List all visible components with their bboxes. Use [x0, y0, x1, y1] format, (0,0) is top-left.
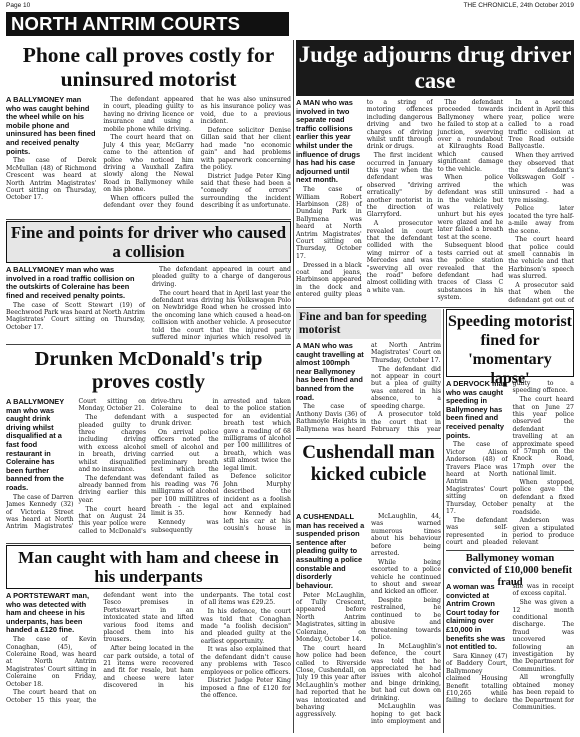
story-paragraph: The defendant proceeded towards Ballymoney where he failed to stop at a junction, swerving over a roundabout at Kilraughts Road which caused significant damage to the vehicle. — [437, 99, 504, 173]
story-lead: A BALLYMONEY man who was caught drink driving whilst disqualified at a fast food restaurant in Coleraine has been further banned from the roads. — [6, 397, 65, 492]
story-body — [296, 342, 441, 437]
story-divider — [6, 344, 291, 345]
headline: Speeding motorist fined for 'momentary lapse' — [446, 309, 574, 377]
story-paragraph: After being located in the car park outside, a total of 21 items were recovered and fit for resale, but ham and cheese were later discovered in his underpants. The total cost of all items was £29.25. — [103, 592, 291, 690]
story-body — [6, 592, 291, 730]
story-paragraph: The court heard that in April last year the defendant was driving his Volkswagen Polo on Newbridge Road when he crossed into the oncoming lane which caused a head-on collision with another vehicle. A prosecutor told the court that the injured party suffered minor injuries which resolved in — [152, 289, 291, 341]
headline: Drunken McDonald's trip proves costly — [34, 348, 263, 393]
section-title: NORTH ANTRIM COURTS — [11, 13, 241, 34]
story-paragraph: Kennedy was subsequently arrested and taken to the police station for an evidential breath test which gave a reading of 68 milligrams of alcohol per 100 millilitres of breath, which was still almost twice the legal limit. — [151, 398, 291, 534]
story-lead: A woman was convicted at Antrim Crown Court today for claiming over £10,000 in benefits she was not entitled to. — [446, 582, 506, 652]
headline: Fine and points for driver who caused a collision — [6, 221, 291, 263]
story-divider — [446, 550, 574, 551]
story-divider — [6, 543, 291, 544]
story-paragraph: When stopped, police gave the defendant a fixed penalty at the roadside. — [512, 478, 574, 516]
story-body — [446, 583, 574, 731]
story-divider — [296, 307, 574, 308]
story-paragraph: The case of Scott Stewart (19) of Beechwood Park was heard at North Antrim Magistrates' Court sitting on Thursday, October 17. — [6, 301, 146, 331]
story-paragraph: Anderson was given a stipulated period to produce relevant — [512, 517, 574, 547]
story-paragraph: The court heard how police had been called to Riverside Close, Cushendall, on July 19 this year after McLaughlin's mother had reported that he was intoxicated and behaving aggressively. — [296, 644, 366, 719]
story-judge-adjourns — [296, 40, 574, 306]
story-paragraph: McLaughlin was hoping to get back into employment and — [371, 703, 441, 726]
headline: Man caught with ham and cheese in his underpants — [6, 545, 291, 589]
story-paragraph: The case of Anthony Davis (36) of Rathmoyle Heights in Ballymena was heard at North Antrim Magistrates' Court on Thursday, October 17. — [296, 342, 441, 433]
story-paragraph: The court heard that on October 15 this year, the defendant went into the Tesco premises in Portstewart in an intoxicated state and lifted various food items and placed them into his trousers. — [6, 592, 194, 704]
story-paragraph: The court heard that on August 24 this year police were called to McDonald's drive-thru in Coleraine to deal with a suspected drunk driver. — [78, 398, 219, 535]
story-paragraph: While being escorted to a police vehicle he continued to shout and swear and kicked an officer. — [371, 558, 441, 596]
story-paragraph: The defendant appeared in court and pleaded guilty to a charge of dangerous driving. — [152, 266, 291, 288]
section-banner — [6, 12, 289, 36]
story-paragraph: In McLaughlin's defence, the court was told that he appreciated he had issues with alcohol and binge drinking, but had cut down on drinking. — [371, 642, 441, 702]
story-lead: A BALLYMONEY man who was involved in a road traffic collision on the outskirts of Coleraine has been fined and received penalty points. — [6, 265, 135, 300]
story-divider — [6, 219, 291, 220]
story-paragraph: Defence solicitor John Murphy described the incident as a foolish act and explained how Kennedy had left his car at his cousin's house in — [223, 473, 291, 533]
story-paragraph: District Judge Peter King imposed a fine of £120 for the offence. — [200, 677, 291, 700]
story-paragraph: Sara Kinney (47) of Baddery Court, Ballymoney claimed Housing Benefit totalling £10,265 while failing to declare she was in receipt of excess capital. — [446, 583, 574, 705]
story-lead: A MAN who was involved in two separate road traffic collisions earlier this year whilst under the influence of drugs has had his case adjourned until next month. — [296, 98, 361, 185]
story-paragraph: Peter McLaughlin, of Tully Crescent, appeared before North Antrim Magistrates, sitting in Coleraine, on Monday, October 14. — [296, 591, 366, 644]
story-paragraph: McLaughlin, 44, was warned numerous times about his behaviour before being arrested. — [371, 513, 441, 558]
story-fine-and-ban — [296, 309, 441, 437]
story-paragraph: When police arrived the defendant was still in the vehicle but was relatively unhurt but his eyes were glazed and he later failed a breath test at the scene. — [437, 174, 504, 241]
page-header — [6, 1, 574, 10]
story-body — [296, 513, 441, 731]
story-paragraph: The defendant was already banned from driving earlier this year. — [78, 474, 146, 504]
headline: Phone call proves costly for uninsured motorist — [22, 43, 275, 91]
story-paragraph: The defendant did not appear in court but a plea of guilty was entered in his absence, to a speeding charge. — [371, 365, 441, 410]
story-paragraph: The case of Kevin Conaghan, (45), of Coleraine Road, was heard at North Antrim Magistrates' Court sitting in Coleraine on Friday, October 18. — [6, 636, 97, 688]
story-paragraph: The case of William Robert Harbinson (28) of Dundaig Park in Ballymena was heard at North Antrim Magistrates' Court sitting on Thursday, October 17. — [296, 186, 362, 260]
story-paragraph: A prosecutor told the court that in February this year — [371, 411, 441, 434]
story-paragraph: District Judge Peter King said that these had been a "comedy of errors" surrounding the incident describing it as unfortunate. — [200, 172, 291, 210]
story-paragraph: Defence solicitor Denise Gillan said that her client had made "no economic gain" and had problems with paperwork concerning the policy. — [200, 126, 291, 171]
headline: Ballymoney woman convicted of £10,000 benefit fraud — [447, 553, 573, 588]
column-divider — [293, 40, 294, 733]
story-paragraph: A prosecutor said that when the defendant got out of — [508, 281, 574, 304]
story-paragraph: All wrongfully obtained money has been repaid to the Department for Communities. — [512, 674, 574, 712]
publication-date: THE CHRONICLE, 24th October 2019 — [463, 2, 574, 9]
story-fine-and-points — [6, 221, 291, 343]
story-divider — [296, 438, 441, 439]
story-paragraph: The court heard that police could smell cannabis in the vehicle and that Harbinson's speech was slurred. — [508, 236, 574, 281]
story-paragraph: Dressed in a black coat and jeans, Harbinson appeared in the dock and entered guilty pleas to a string of motoring offences including dangerous driving and two charges of driving whilst unfit through drink or drugs. — [296, 99, 433, 299]
story-ham-and-cheese — [6, 545, 291, 733]
story-paragraph: When they arrived they observed that the defendant's Volkswagen Golf - which was uninsured - had a tyre missing. — [508, 152, 574, 204]
story-body — [296, 99, 574, 305]
column-divider — [443, 309, 444, 733]
story-paragraph: The defendant was self-represented in court and pleaded guilty to a speeding offence. — [446, 380, 574, 547]
story-cushendall — [296, 440, 441, 733]
story-lead: A CUSHENDALL man has received a suspended prison sentence after pleading guilty to assaulting a police constable and disorderly behaviour. — [296, 512, 365, 590]
story-paragraph: The court heard that on June 27 this year police observed the defendant travelling at an approximate speed of 57mph on the Knock Road, 17mph over the national limit. — [512, 396, 574, 478]
headline: Fine and ban for speeding motorist — [296, 309, 441, 339]
story-lead: A BALLYMONEY man who was caught behind the wheel while on his mobile phone and uninsured has been fined and received penalty points. — [6, 95, 96, 156]
story-drunken-mcdonalds — [6, 346, 291, 542]
story-body — [6, 398, 291, 541]
story-lead: A DERVOCK man who was caught speeding in Ballymoney has been fined and received penalty points. — [446, 379, 508, 440]
story-paragraph: A prosecutor revealed in court that the defendant collided with the wing mirror of a Mercedes and was "swerving all over the road" before almost colliding with a white van. — [366, 220, 433, 294]
story-body — [6, 266, 291, 343]
story-benefit-fraud — [446, 552, 574, 733]
story-paragraph: In his defence, the court was told that Conaghan made "a foolish decision" and pleaded guilty at the earliest opportunity. — [200, 608, 291, 645]
story-paragraph: She was given a 12 month conditional discharge. The fraud was uncovered following an investigation by the Department for Communities. — [512, 599, 574, 673]
story-paragraph: When officers pulled the defendant over they found that he was also uninsured as his insurance policy was void, due to a previous incident. — [103, 96, 291, 210]
story-paragraph: Subsequent blood tests carried out at the police station revealed that the defendant had traces of Class C substances in his system. — [437, 242, 504, 302]
story-paragraph: In a second incident in April this year, police were called to a road traffic collision at Tree Road outside Ballycastle. — [508, 99, 574, 151]
headline: Cushendall man kicked cubicle — [302, 442, 435, 485]
headline: Judge adjourns drug driver case — [296, 40, 574, 96]
story-paragraph: The case of Darren James Kennedy (32) of Victoria Street was heard at North Antrim Magistrates' Court sitting on Monday, October 21. — [6, 398, 146, 531]
story-paragraph: Police later located the tyre half-a-mile away from the scene. — [508, 205, 574, 235]
story-paragraph: The case of Derek McMullan (48) of Richmond Crescent was heard at North Antrim Magistrates' Court sitting on Thursday, October 17. — [6, 157, 97, 202]
story-paragraph: The first incident occurred in January this year when the defendant was observed "driving erratically" by another motorist in the direction of Glarryford. — [366, 152, 433, 219]
story-phone-call — [6, 40, 291, 218]
story-paragraph: The case of Victor Alison Anderson (48) of Travers Place was heard at North Antrim Magistrates' Court sitting on Thursday, October 17. — [446, 441, 508, 516]
story-paragraph: Despite being restrained, he continued to be abusive and threatening towards police. — [371, 597, 441, 642]
story-paragraph: The court heard that on July 4 this year, McGarry came to the attention of police who noticed him driving a Vauxhall Zafira slowly along the Newal Road in Ballymoney while on his phone. — [103, 134, 194, 194]
story-momentary-lapse — [446, 309, 574, 549]
story-paragraph: It was also explained that the defendant didn't cause any problems with Tesco employees or police officers. — [200, 646, 291, 676]
story-lead: A PORTSTEWART man, who was detected with ham and cheese in his underpants, has been handed a £120 fine. — [6, 591, 90, 635]
story-body — [6, 96, 291, 216]
story-body — [446, 380, 574, 548]
page-number: Page 10 — [6, 2, 31, 9]
story-paragraph: The defendant appeared in court, pleading guilty to having no driving licence or insurance and using a mobile phone while driving. — [103, 96, 194, 133]
story-paragraph: On arrival police officers noted the smell of alcohol and carried out a preliminary breath test which the defendant failed as his reading was 76 milligrams of alcohol per 100 millilitres of breath - the legal limit is 35. — [151, 428, 219, 518]
story-lead: A MAN who was caught travelling at almost 100mph near Ballymoney has been fined and banned from the road. — [296, 341, 364, 402]
story-paragraph: The defendant pleaded guilty to three charges including driving with excess alcohol in breath, driving whilst disqualified and no insurance. — [78, 414, 146, 473]
